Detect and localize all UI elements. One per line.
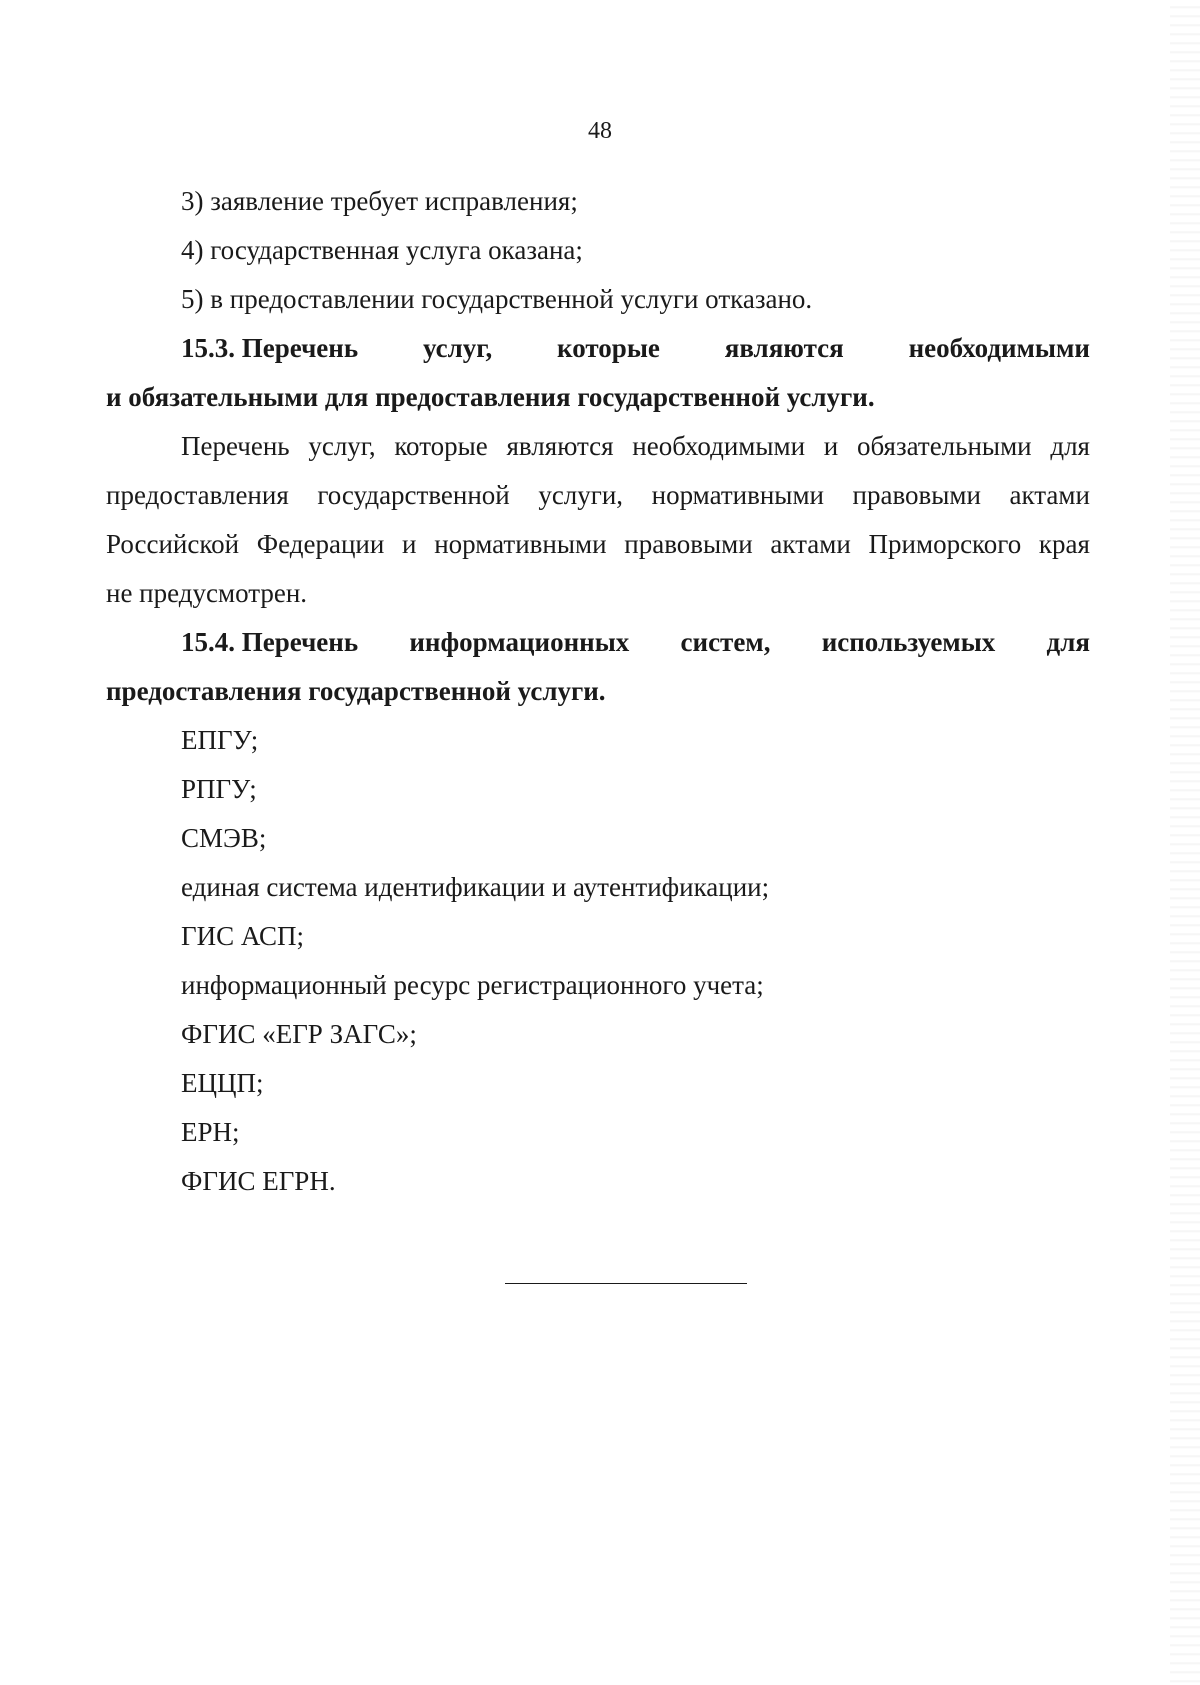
end-rule <box>505 1283 747 1284</box>
para-word: края <box>1038 529 1090 559</box>
section-15-3-para-line2 <box>106 478 1090 512</box>
scan-edge-noise <box>1170 0 1200 1685</box>
section-15-3-heading-line1 <box>181 331 1090 365</box>
page-number: 48 <box>588 118 612 144</box>
section-15-3-para-line4: не предусмотрен. <box>106 578 308 608</box>
para-word: государственной <box>317 480 510 510</box>
heading-word: являются <box>724 333 844 363</box>
para-word: предоставления <box>106 480 289 510</box>
system-item: ФГИС ЕГРН. <box>181 1166 336 1196</box>
system-item: единая система идентификации и аутентификации; <box>181 872 770 902</box>
para-word: являются <box>506 431 614 461</box>
para-word: необходимыми <box>632 431 806 461</box>
system-item: ЕЦЦП; <box>181 1068 264 1098</box>
heading-word: систем, <box>680 627 771 657</box>
para-word: для <box>1050 431 1090 461</box>
para-word: услуги, <box>538 480 624 510</box>
para-word: правовыми <box>852 480 981 510</box>
para-word: обязательными <box>856 431 1032 461</box>
para-word: Федерации <box>256 529 385 559</box>
para-word: нормативными <box>434 529 607 559</box>
system-item: ЕПГУ; <box>181 725 259 755</box>
heading-word: 15.3. Перечень <box>181 333 359 363</box>
list-item-4: 4) государственная услуга оказана; <box>181 235 583 265</box>
heading-word: которые <box>557 333 660 363</box>
system-item: СМЭВ; <box>181 823 267 853</box>
system-item: ЕРН; <box>181 1117 240 1147</box>
heading-word: информационных <box>409 627 630 657</box>
system-item: ГИС АСП; <box>181 921 305 951</box>
section-15-4-heading-line2: предоставления государственной услуги. <box>106 676 606 706</box>
heading-word: для <box>1046 627 1090 657</box>
list-item-3: 3) заявление требует исправления; <box>181 186 578 216</box>
para-word: и <box>402 529 417 559</box>
heading-word: используемых <box>821 627 996 657</box>
para-word: Приморского <box>868 529 1022 559</box>
section-15-3-heading-line2: и обязательными для предоставления государственной услуги. <box>106 382 875 412</box>
para-word: услуг, <box>308 431 376 461</box>
para-word: и <box>823 431 839 461</box>
para-word: правовыми <box>624 529 753 559</box>
para-word: которые <box>394 431 488 461</box>
system-item: ФГИС «ЕГР ЗАГС»; <box>181 1019 417 1049</box>
para-word: Перечень <box>181 431 290 461</box>
para-word: Российской <box>106 529 240 559</box>
heading-word: необходимыми <box>908 333 1090 363</box>
system-item: РПГУ; <box>181 774 257 804</box>
section-15-4-heading-line1 <box>181 625 1090 659</box>
para-word: нормативными <box>651 480 824 510</box>
list-item-5: 5) в предоставлении государственной услуги отказано. <box>181 284 813 314</box>
heading-word: 15.4. Перечень <box>181 627 359 657</box>
section-15-3-para-line3 <box>106 527 1090 561</box>
para-word: актами <box>770 529 851 559</box>
heading-word: услуг, <box>422 333 493 363</box>
para-word: актами <box>1009 480 1090 510</box>
section-15-3-para-line1 <box>181 429 1090 463</box>
system-item: информационный ресурс регистрационного учета; <box>181 970 764 1000</box>
